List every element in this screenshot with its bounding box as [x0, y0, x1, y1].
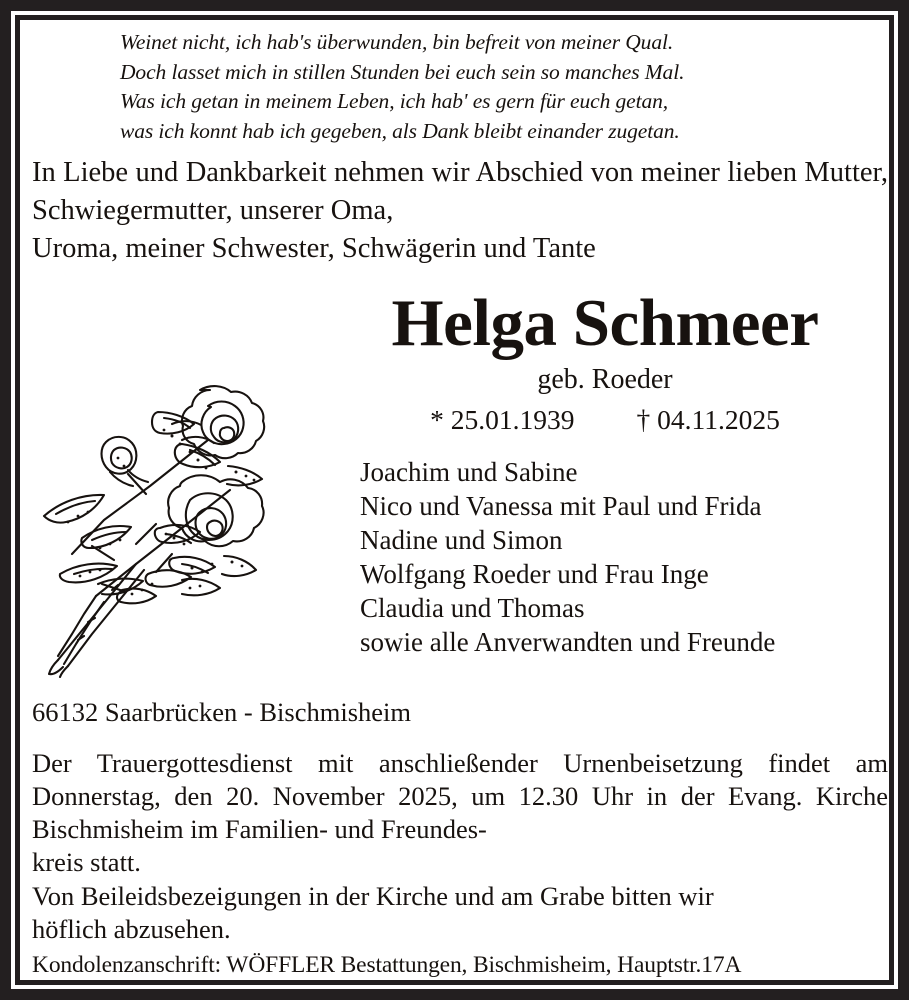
maiden-name: geb. Roeder: [537, 364, 673, 395]
request-text: Von Beileidsbezeigungen in der Kirche und am Grabe bitten wir: [32, 881, 714, 911]
funeral-home-line: Kondolenzanschrift: WÖFFLER Bestattungen, Bischmisheim, Hauptstr.17A: [32, 952, 742, 978]
survivor-line: Wolfgang Roeder und Frau Inge: [360, 559, 709, 589]
verse-line-4: was ich konnt hab ich gegeben, als Dank bleibt einander zugetan.: [120, 118, 680, 143]
survivor-line: Nadine und Simon: [360, 525, 563, 555]
intro-last-line: Uroma, meiner Schwester, Schwägerin und Tante: [32, 233, 596, 264]
service-text: Der Trauergottesdienst mit anschließender Urnenbeisetzung findet am Donnerstag, den 20. November 2025, um 12.30 Uhr in der Evang. Kirche Bischmisheim im Familien- und Freundes-: [32, 748, 888, 844]
rose-sepals-upper: [152, 412, 262, 485]
service-last-line: kreis statt.: [32, 847, 141, 877]
deceased-name: Helga Schmeer: [391, 286, 819, 360]
rose-leaf-cluster-right: [117, 570, 220, 603]
birth-date: * 25.01.1939: [430, 404, 575, 435]
survivor-line: Claudia und Thomas: [360, 593, 585, 623]
address-line: 66132 Saarbrücken - Bischmisheim: [32, 697, 412, 727]
survivor-line: Nico und Vanessa mit Paul und Frida: [360, 491, 762, 521]
rose-bouquet-icon: [32, 378, 312, 678]
verse-line-2: Doch lasset mich in stillen Stunden bei euch sein so manches Mal.: [120, 59, 685, 84]
survivor-line: Joachim und Sabine: [360, 457, 578, 487]
verse-line-1: Weinet nicht, ich hab's überwunden, bin befreit von meiner Qual.: [120, 30, 674, 54]
intro-text: In Liebe und Dankbarkeit nehmen wir Abschied von meiner lieben Mutter, Schwiegermutter, unserer Oma,: [32, 157, 888, 226]
memorial-verse: [120, 28, 860, 146]
verse-line-3: Was ich getan in meinem Leben, ich hab' es gern für euch getan,: [120, 89, 669, 113]
life-dates: [320, 402, 889, 438]
notice-paper: [20, 20, 889, 980]
survivors-list: [360, 455, 889, 659]
condolence-request: [32, 880, 888, 946]
rose-bloom-upper: [172, 386, 264, 458]
rose-leaves-lower: [155, 525, 256, 576]
intro-paragraph: [32, 154, 888, 268]
deceased-name-block: [320, 286, 889, 438]
rose-bud: [102, 437, 149, 486]
request-last-line: höflich abzusehen.: [32, 914, 231, 944]
service-details: [32, 747, 888, 879]
rose-bloom-lower: [168, 475, 263, 546]
rose-leaf-long-left: [44, 495, 104, 523]
survivor-line: sowie alle Anverwandten und Freunde: [360, 627, 776, 657]
death-date: † 04.11.2025: [636, 404, 780, 435]
